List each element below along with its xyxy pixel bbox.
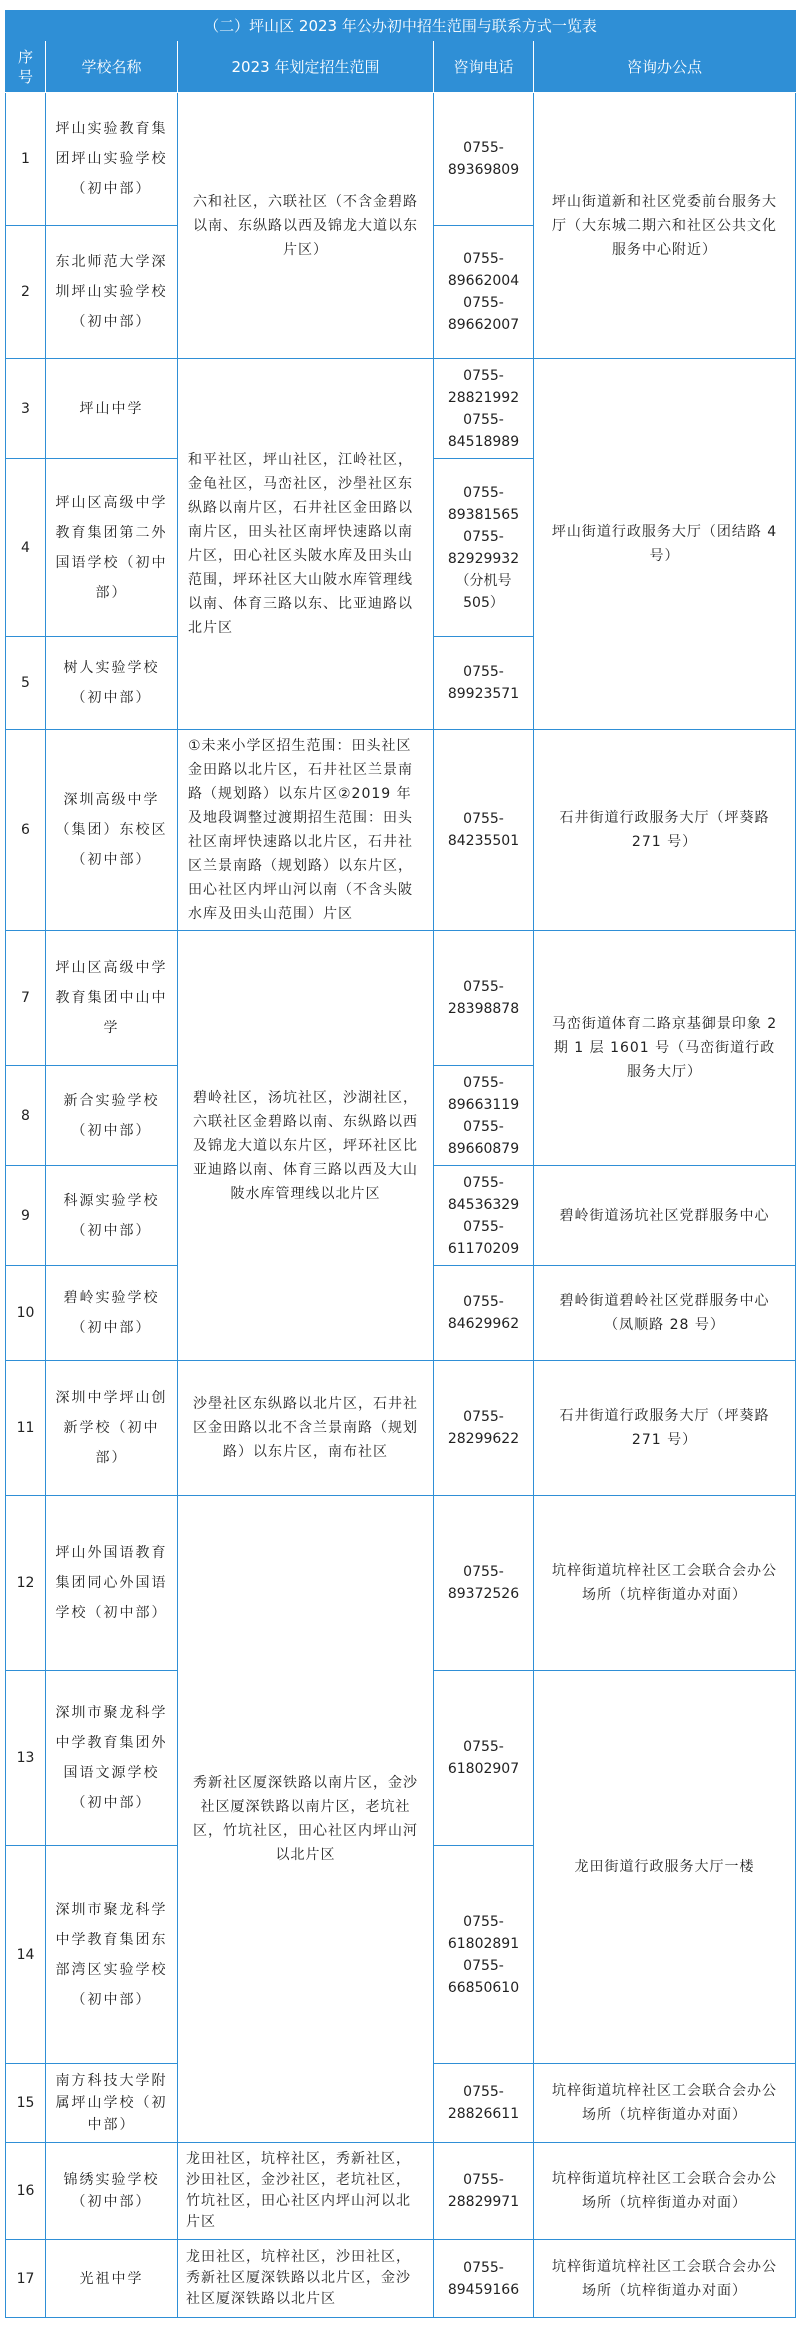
table-row: [6, 2240, 796, 2318]
header-office: 咨询办公点: [534, 41, 796, 93]
enrollment-table-wrapper: [5, 10, 795, 2318]
phone-line: 0755-: [463, 1564, 504, 1580]
header-school: 学校名称: [46, 41, 178, 93]
school-name: 坪山实验教育集团坪山实验学校（初中部）: [46, 93, 178, 226]
phone-line: 61802891: [447, 1935, 520, 1952]
phone-cell: [434, 2143, 534, 2240]
table-row: [6, 931, 796, 1066]
phone-cell: [434, 1846, 534, 2064]
phone-line: 0755-: [463, 1074, 504, 1091]
phone-line: 84235501: [447, 833, 520, 849]
enrollment-range: 沙壆社区东纵路以北片区，石井社区金田路以北不含兰景南路（规划路）以东片区，南布社区: [178, 1361, 434, 1496]
phone-cell: [434, 1496, 534, 1671]
header-seq: 序号: [6, 41, 46, 93]
row-seq: 1: [6, 93, 46, 226]
phone-line: 28299622: [447, 1431, 520, 1447]
phone-line: 0755-: [463, 1409, 504, 1425]
table-row: [6, 2143, 796, 2240]
phone-cell: [434, 93, 534, 226]
enrollment-range: 龙田社区，坑梓社区，沙田社区，秀新社区厦深铁路以北片区，金沙社区厦深铁路以北片区: [178, 2240, 434, 2318]
row-seq: 16: [6, 2143, 46, 2240]
phone-line: 0755-: [463, 811, 504, 827]
phone-cell: [434, 1066, 534, 1166]
office-address: 龙田街道行政服务大厅一楼: [534, 1671, 796, 2064]
school-name: 深圳市聚龙科学中学教育集团东部湾区实验学校（初中部）: [46, 1846, 178, 2064]
phone-line: （分机号: [455, 572, 512, 589]
school-name: 科源实验学校（初中部）: [46, 1166, 178, 1266]
phone-line: 0755-: [463, 1294, 504, 1310]
phone-line: 0755-: [463, 251, 504, 267]
phone-cell: [434, 1266, 534, 1361]
phone-line: 0755-: [463, 979, 504, 995]
row-seq: 11: [6, 1361, 46, 1496]
school-name: 坪山区高级中学教育集团第二外国语学校（初中部）: [46, 459, 178, 637]
phone-cell: [434, 931, 534, 1066]
enrollment-range: 碧岭社区，汤坑社区，沙湖社区，六联社区金碧路以南、东纵路以西及锦龙大道以东片区，坪环社区比亚迪路以南、体育三路以西及大山陂水库管理线以北片区: [178, 931, 434, 1361]
phone-line: 61802907: [447, 1761, 520, 1777]
phone-cell: [434, 730, 534, 931]
phone-cell: [434, 637, 534, 730]
phone-line: 89660879: [447, 1140, 520, 1157]
office-address: 马峦街道体育二路京基御景印象 2 期 1 层 1601 号（马峦街道行政服务大厅）: [534, 931, 796, 1166]
school-name: 东北师范大学深圳坪山实验学校（初中部）: [46, 226, 178, 359]
enrollment-table: [5, 10, 796, 2318]
office-address: 坑梓街道坑梓社区工会联合会办公场所（坑梓街道办对面）: [534, 2240, 796, 2318]
phone-line: 0755-: [463, 411, 504, 428]
school-name: 深圳中学坪山创新学校（初中部）: [46, 1361, 178, 1496]
phone-cell: [434, 1671, 534, 1846]
phone-line: 89369809: [447, 162, 520, 178]
phone-line: 82929932: [447, 550, 520, 567]
phone-line: 0755-: [463, 2259, 504, 2276]
enrollment-range: 和平社区，坪山社区，江岭社区，金龟社区，马峦社区，沙壆社区东纵路以南片区，石井社区金田路以南片区，田头社区南坪快速路以南片区，田心社区头陂水库及田头山范围，坪环社区大山陂水库管理线以南、体育三路以东、比亚迪路以北片区: [178, 359, 434, 730]
header-row: [6, 41, 796, 93]
header-range: 2023 年划定招生范围: [178, 41, 434, 93]
phone-cell: [434, 2240, 534, 2318]
school-name: 光祖中学: [46, 2240, 178, 2318]
phone-cell: [434, 1166, 534, 1266]
phone-line: 0755-: [463, 1118, 504, 1135]
school-name: 碧岭实验学校（初中部）: [46, 1266, 178, 1361]
enrollment-range: 秀新社区厦深铁路以南片区，金沙社区厦深铁路以南片区，老坑社区，竹坑社区，田心社区内坪山河以北片区: [178, 1496, 434, 2143]
phone-line: 84536329: [447, 1196, 520, 1213]
row-seq: 4: [6, 459, 46, 637]
phone-cell: [434, 2064, 534, 2143]
school-name: 坪山中学: [46, 359, 178, 459]
office-address: 碧岭街道汤坑社区党群服务中心: [534, 1166, 796, 1266]
phone-line: 0755-: [463, 367, 504, 384]
phone-line: 0755-: [463, 140, 504, 156]
table-row: [6, 359, 796, 459]
phone-line: 0755-: [463, 1739, 504, 1755]
row-seq: 2: [6, 226, 46, 359]
phone-line: 505）: [463, 594, 504, 611]
school-name: 坪山外国语教育集团同心外国语学校（初中部）: [46, 1496, 178, 1671]
phone-line: 84518989: [447, 433, 520, 450]
table-title-row: [6, 11, 796, 41]
phone-line: 28829971: [447, 2194, 520, 2210]
header-phone: 咨询电话: [434, 41, 534, 93]
phone-line: 66850610: [447, 1979, 520, 1996]
phone-line: 0755-: [463, 1174, 504, 1191]
table-row: [6, 93, 796, 226]
office-address: 坑梓街道坑梓社区工会联合会办公场所（坑梓街道办对面）: [534, 2064, 796, 2143]
school-name: 锦绣实验学校（初中部）: [46, 2143, 178, 2240]
phone-line: 0755-: [463, 1218, 504, 1235]
row-seq: 8: [6, 1066, 46, 1166]
phone-cell: [434, 226, 534, 359]
row-seq: 6: [6, 730, 46, 931]
phone-line: 89662007: [447, 317, 520, 333]
phone-line: 0755-: [463, 295, 504, 311]
office-address: 碧岭街道碧岭社区党群服务中心（凤顺路 28 号）: [534, 1266, 796, 1361]
phone-line: 89663119: [447, 1096, 520, 1113]
phone-line: 28398878: [447, 1001, 520, 1017]
school-name: 深圳高级中学（集团）东校区（初中部）: [46, 730, 178, 931]
office-address: 石井街道行政服务大厅（坪葵路 271 号）: [534, 1361, 796, 1496]
school-name: 深圳市聚龙科学中学教育集团外国语文源学校（初中部）: [46, 1671, 178, 1846]
phone-line: 89381565: [447, 506, 520, 523]
school-name: 坪山区高级中学教育集团中山中学: [46, 931, 178, 1066]
school-name: 南方科技大学附属坪山学校（初中部）: [46, 2064, 178, 2143]
table-row: [6, 730, 796, 931]
row-seq: 14: [6, 1846, 46, 2064]
table-row: [6, 1361, 796, 1496]
row-seq: 17: [6, 2240, 46, 2318]
phone-line: 89662004: [447, 273, 520, 289]
school-name: 新合实验学校（初中部）: [46, 1066, 178, 1166]
phone-line: 61170209: [447, 1240, 520, 1257]
phone-cell: [434, 1361, 534, 1496]
row-seq: 12: [6, 1496, 46, 1671]
office-address: 石井街道行政服务大厅（坪葵路 271 号）: [534, 730, 796, 931]
phone-line: 0755-: [463, 2084, 504, 2100]
phone-line: 0755-: [463, 2172, 504, 2188]
office-address: 坪山街道新和社区党委前台服务大厅（大东城二期六和社区公共文化服务中心附近）: [534, 93, 796, 359]
office-address: 坪山街道行政服务大厅（团结路 4 号）: [534, 359, 796, 730]
phone-line: 28821992: [447, 389, 520, 406]
phone-line: 89923571: [447, 686, 520, 702]
row-seq: 9: [6, 1166, 46, 1266]
enrollment-range: 龙田社区，坑梓社区，秀新社区，沙田社区，金沙社区，老坑社区，竹坑社区，田心社区内坪山河以北片区: [178, 2143, 434, 2240]
phone-line: 0755-: [463, 664, 504, 680]
phone-line: 0755-: [463, 484, 504, 501]
phone-line: 0755-: [463, 1913, 504, 1930]
enrollment-range: ①未来小学区招生范围：田头社区金田路以北片区，石井社区兰景南路（规划路）以东片区②2019 年及地段调整过渡期招生范围：田头社区南坪快速路以北片区，石井社区兰景南路（规划路）以东片区，田心社区内坪山河以南（不含头陂水库及田头山范围）片区: [178, 730, 434, 931]
table-row: [6, 1496, 796, 1671]
row-seq: 5: [6, 637, 46, 730]
phone-line: 28826611: [447, 2106, 520, 2122]
office-address: 坑梓街道坑梓社区工会联合会办公场所（坑梓街道办对面）: [534, 2143, 796, 2240]
row-seq: 3: [6, 359, 46, 459]
phone-line: 0755-: [463, 1957, 504, 1974]
school-name: 树人实验学校（初中部）: [46, 637, 178, 730]
phone-line: 89459166: [447, 2281, 520, 2298]
row-seq: 7: [6, 931, 46, 1066]
row-seq: 10: [6, 1266, 46, 1361]
enrollment-range: 六和社区，六联社区（不含金碧路以南、东纵路以西及锦龙大道以东片区）: [178, 93, 434, 359]
row-seq: 15: [6, 2064, 46, 2143]
phone-cell: [434, 359, 534, 459]
phone-cell: [434, 459, 534, 637]
table-title: （二）坪山区 2023 年公办初中招生范围与联系方式一览表: [6, 11, 796, 41]
row-seq: 13: [6, 1671, 46, 1846]
phone-line: 84629962: [447, 1316, 520, 1332]
office-address: 坑梓街道坑梓社区工会联合会办公场所（坑梓街道办对面）: [534, 1496, 796, 1671]
phone-line: 0755-: [463, 528, 504, 545]
phone-line: 89372526: [447, 1586, 520, 1602]
